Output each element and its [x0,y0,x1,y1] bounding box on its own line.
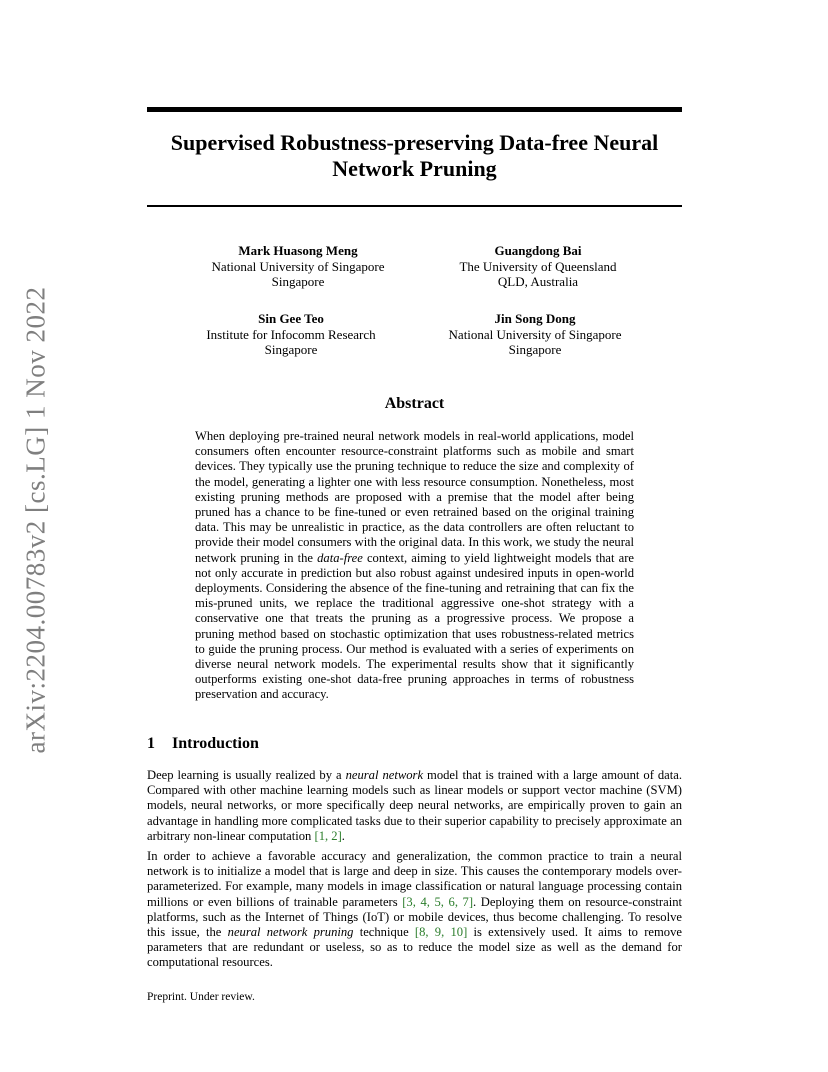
paragraph-text: . Deploying them on resource-constraint platforms, such as the Internet of Things (IoT) or mobile devices, thus become challenging. To resolve this issue, the [147,894,682,940]
author-block [161,311,421,358]
section-number: 1 [147,735,155,752]
paper-title: Supervised Robustness-preserving Data-free Neural Network Pruning [170,130,659,181]
abstract-text-part: When deploying pre-trained neural network models in real-world applications, model consumers often encounter resource-constraint platforms such as mobile and smart devices. They typically use the pruning technique to reduce the size and complexity of the model, generating a lighter one with less resource consumption. Nonetheless, most existing pruning methods are proposed with a premise that the model after being pruned has a chance to be fine-tuned or even retrained based on the original training data. This may be unrealistic in practice, as the data controllers are often reluctant to provide their model consumers with the original data. In this work, we study the neural network pruning in the [195,429,634,565]
author-name: Jin Song Dong [494,311,576,326]
paragraph-text: Deep learning is usually realized by a [147,768,346,782]
author-location: Singapore [271,274,325,289]
intro-paragraph-1 [147,768,682,844]
section-title: Introduction [172,735,259,752]
arxiv-identifier: arXiv:2204.00783v2 [cs.LG] 1 Nov 2022 [20,286,51,754]
paragraph-text: In order to achieve a favorable accuracy and generalization, the common practice to train a neural network is to initialize a model that is large and deep in size. This causes the contemporary models over-parameterized. For example, many models in image classification or natural language processing contain millions or even billions of trainable parameters [147,849,682,909]
abstract-emphasis: data-free [317,550,363,565]
abstract-heading: Abstract [384,395,445,412]
paragraph-text: model that is trained with a large amount of data. Compared with other machine learning models such as linear models or support vector machine (SVM) models, neural networks, or more specifically deep neural networks, are empirically proven to gain an advantage in handling more complicated tasks due to their superior capability to precisely approximate an arbitrary non-linear computation [147,768,682,843]
citation-link[interactable]: [1, 2] [314,828,342,843]
author-name: Sin Gee Teo [258,311,324,326]
author-affiliation: The University of Queensland [459,258,617,274]
title-bottom-rule [147,205,682,207]
section-heading [147,735,259,753]
preprint-note: Preprint. Under review. [147,991,255,1003]
paragraph-text: technique [353,925,415,940]
author-location: Singapore [264,342,318,357]
paragraph-emphasis: neural network pruning [227,925,354,940]
author-block [405,311,665,358]
abstract-text-part: context, aiming to yield lightweight models that are not only accurate in prediction but also robust against undesired inputs in open-world deployments. Considering the absence of the fine-tuning and retraining that can fix the mis-pruned units, we replace the traditional aggressive one-shot strategy with a conservative one that treats the pruning as a progressive process. We propose a pruning method based on stochastic optimization that uses robustness-related metrics to guide the pruning process. Our method is evaluated with a series of experiments on diverse neural network models. The experimental results show that it significantly outperforms existing one-shot data-free pruning approaches in terms of robustness preservation and accuracy. [195,550,634,702]
paragraph-text: . [341,828,345,843]
author-affiliation: Institute for Infocomm Research [206,326,376,342]
author-affiliation: National University of Singapore [448,326,622,342]
author-block [408,243,668,290]
paragraph-emphasis: neural network [345,768,424,782]
author-name: Guangdong Bai [494,243,582,258]
author-block [168,243,428,290]
abstract-text [195,429,634,703]
author-location: QLD, Australia [497,274,579,289]
citation-link[interactable]: [3, 4, 5, 6, 7] [402,894,474,909]
author-name: Mark Huasong Meng [238,243,358,258]
author-affiliation: National University of Singapore [211,258,385,274]
paragraph-text: is extensively used. It aims to remove parameters that are redundant or useless, so as to reduce the model size as well as the demand for computational resources. [147,925,682,970]
intro-paragraph-2 [147,849,682,971]
citation-link[interactable]: [8, 9, 10] [414,925,468,940]
title-top-rule [147,107,682,112]
author-location: Singapore [508,342,562,357]
